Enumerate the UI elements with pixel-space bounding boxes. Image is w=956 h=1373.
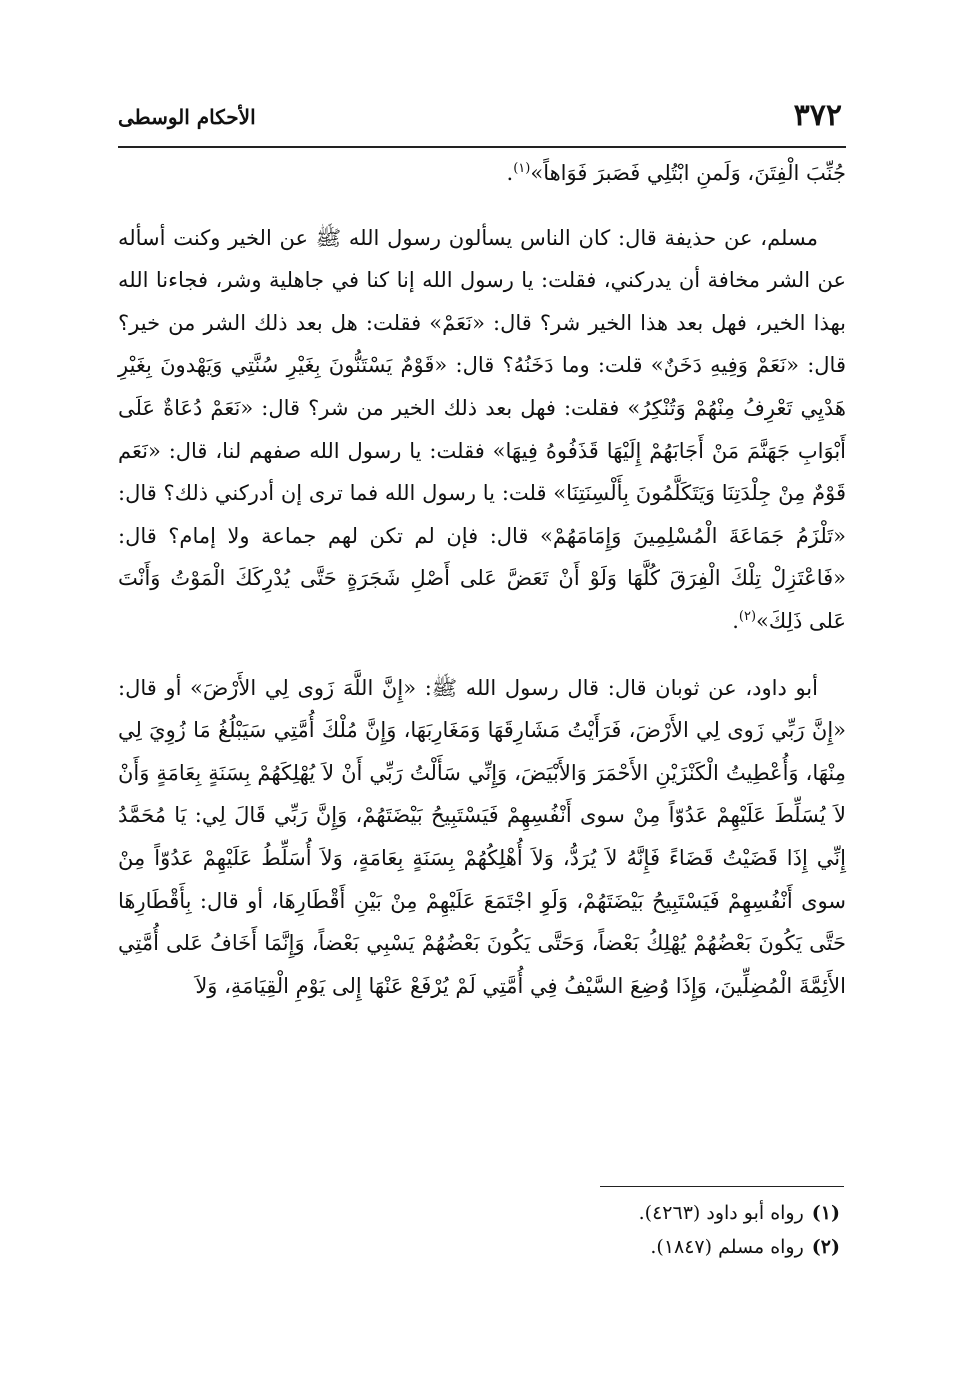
paragraph-thawban-hadith	[118, 667, 846, 1008]
footnote-reference: (٢)	[738, 608, 757, 624]
header-divider	[118, 146, 846, 148]
paragraph-text: مسلم، عن حذيفة قال: كان الناس يسألون رسول الله ﷺ عن الخير وكنت أسأله عن الشر مخافة أن يدركني، فقلت: يا رسول الله إنا كنا في جاهلية وشر، فجاءنا الله بهذا الخير، فهل بعد هذا الخير شر؟ قال: «نَعَمْ» فقلت: هل بعد ذلك الشر من خير؟ قال: «نَعَمْ وَفِيهِ دَخَنٌ» قلت: وما دَخَنُهُ؟ قال: «قَوْمٌ يَسْتَنُّونَ بِغَيْرِ سُنَّتِي وَيَهْدونَ بِغَيْرِ هَدْيِي تَعْرِفُ مِنْهُمْ وَتُنْكِرُ» فقلت: فهل بعد ذلك الخير من شر؟ قال: «نَعَمْ دُعَاةٌ عَلَى أَبْوَابِ جَهَنَّمَ مَنْ أَجَابَهُمْ إِلَيْهَا قَذَفُوهُ فِيهَا» فقلت: يا رسول الله صفهم لنا، قال: «نَعَم قَوْمٌ مِنْ جِلْدَتِنَا وَيَتَكَلَّمُونَ بِأَلْسِنَتِنَا» قلت: يا رسول الله فما ترى إن أدركني ذلك؟ قال: «تَلْزَمُ جَمَاعَةَ الْمُسْلِمِينَ وَإِمَامَهُمْ» قال: فإن لم تكن لهم جماعة ولا إمام؟ قال: «فَاعْتَزِلْ تِلْكَ الْفِرَقَ كُلَّهَا وَلَوْ أَنْ تَعَضَّ عَلى أَصْلِ شَجَرَةٍ حَتَّى يُدْرِكَكَ الْمَوْتُ وَأَنْتَ عَلى ذَلِكَ»	[118, 225, 846, 633]
footnote-number: (٢)	[811, 1236, 840, 1258]
running-title: الأحكام الوسطى	[118, 105, 256, 129]
paragraph-tail: .	[732, 608, 739, 633]
footnote-divider	[600, 1186, 844, 1187]
page-header	[118, 96, 842, 142]
footnote-reference: (١)	[513, 161, 531, 176]
paragraph-hudhayfa-hadith	[118, 217, 846, 643]
paragraph-text: جُنِّبَ الْفِتَنَ، وَلَمنِ ابْتُلِي فَصَبرَ فَوَاهاً»	[530, 161, 846, 185]
main-text	[118, 152, 846, 1007]
paragraph-text: أبو داود، عن ثوبان قال: قال رسول الله ﷺ: «إِنَّ اللَّهَ زَوى لِي الأَرْضَ» أو قال: «إِنَّ رَبِّي زَوى لِي الأَرْضَ، فَرَأَيْتُ مَشَارِقَهَا وَمَغَارِبَهَا، وَإِنَّ مُلْكَ أُمَّتِي سَيَبْلُغُ مَا زُوِيَ لِي مِنْهَا، وَأُعْطِيتُ الْكَنْزَيْنِ الأَحْمَرَ وَالأَبْيَضَ، وَإِنِّي سَأَلْتُ رَبِّي أَنْ لاَ يُهْلِكَهُمْ بِسَنَةٍ بِعَامَةٍ وَأَنْ لاَ يُسَلِّطَ عَلَيْهِمْ عَدُوّاً مِنْ سوى أَنْفُسِهِمْ فَيَسْتَبِيحُ بَيْضَتَهُمْ، وَإِنَّ رَبِّي قَالَ لِي: يَا مُحَمَّدُ إِنِّي إِذَا قَضَيْتُ قَضَاءً فَإِنَّهُ لاَ يُرَدُّ، وَلاَ أُهْلِكُهُمْ بِسَنَةٍ بِعَامَةٍ، وَلاَ أُسَلِّطُ عَلَيْهِمْ عَدُوّاً مِنْ سوى أَنْفُسِهِمْ فَيَسْتَبِيحُ بَيْضَتَهُمْ، وَلَوِ اجْتَمَعَ عَلَيْهِمْ مِنْ بَيْنِ أَقْطَارِهَا، أو قال: بِأَقْطَارِهَا حَتَّى يَكُونَ بَعْضُهُمْ يُهْلِكُ بَعْضاً، وَحَتَّى يَكُونَ بَعْضُهُمْ يَسْبِي بَعْضاً، وَإِنَّمَا أَخَافُ عَلى أُمَّتِي الأَئِمَّةَ الْمُضِلِّينَ، وَإِذَا وُضِعَ السَّيْفُ فِي أُمَّتِي لَمْ يُرْفَعْ عَنْهَا إِلى يَوْمِ الْقِيَامَةِ، وَلاَ	[118, 675, 846, 998]
paragraph-continuation	[118, 152, 846, 195]
footnote-2	[118, 1230, 840, 1264]
footnote-text: رواه مسلم (١٨٤٧).	[650, 1236, 804, 1258]
footnote-number: (١)	[811, 1202, 840, 1224]
paragraph-tail: .	[506, 161, 514, 185]
footnotes	[118, 1196, 840, 1264]
page-number: ٣٧٢	[793, 98, 842, 133]
footnote-1	[118, 1196, 840, 1230]
footnote-text: رواه أبو داود (٤٢٦٣).	[638, 1202, 804, 1224]
